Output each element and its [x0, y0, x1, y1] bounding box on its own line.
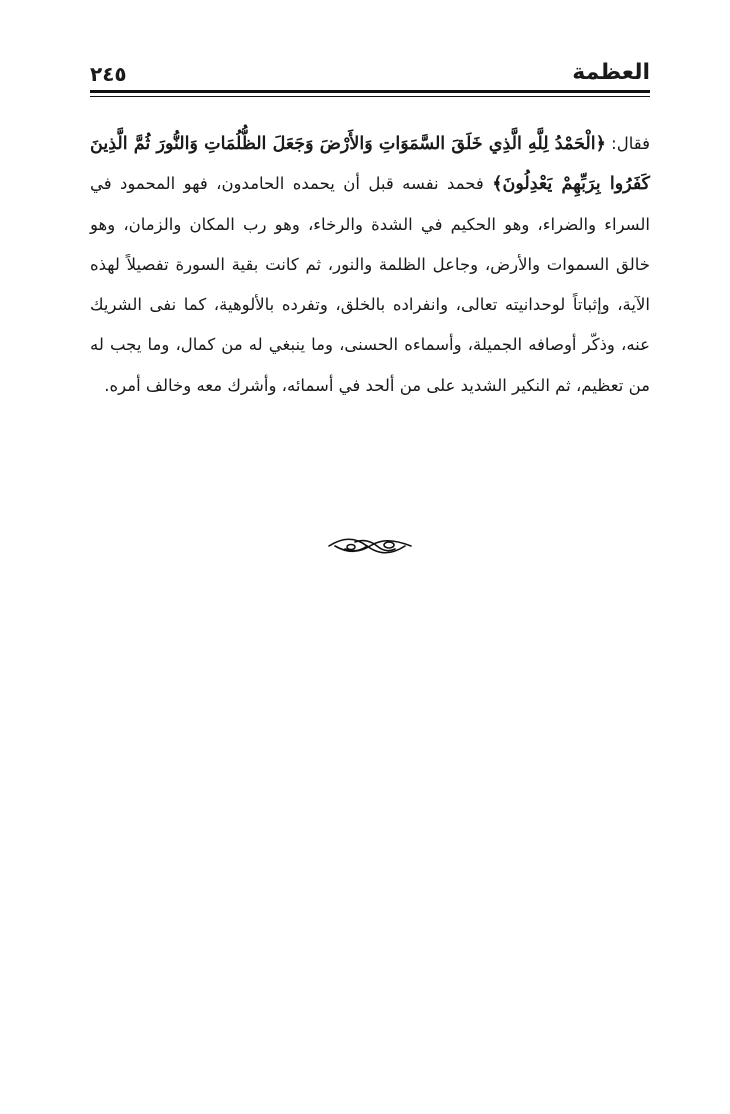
- quran-close-bracket: ﴾: [492, 174, 503, 195]
- header-rule-thick: [90, 90, 650, 93]
- body-text: فحمد نفسه قبل أن يحمده الحامدون، فهو المحمود في السراء والضراء، وهو الحكيم في الشدة والرخاء، وهو رب المكان والزمان، وهو خالق السموات والأرض، وجاعل الظلمة والنور، ثم كانت بقية السورة تفصيلاً لهذه الآية، وإثباتاً لوحدانيته تعالى، وانفراده بالخلق، وتفرده بالألوهية، كما نفى الشريك عنه، وذكّر أوصافه الجميلة، وأسماءه الحسنى، وما ينبغي له من كمال، وما يجب له من تعظيم، ثم النكير الشديد على من ألحد في أسمائه، وأشرك معه وخالف أمره.: [90, 174, 650, 395]
- quran-open-bracket: ﴿: [595, 134, 606, 154]
- main-paragraph: [90, 124, 650, 406]
- quran-verse: الْحَمْدُ لِلَّهِ الَّذِي خَلَقَ السَّمَوَاتِ وَالأَرْضَ وَجَعَلَ الظُّلُمَاتِ وَالنُّورَ ثُمَّ الَّذِينَ كَفَرُوا بِرَبِّهِمْ يَعْدِلُونَ: [90, 134, 650, 195]
- header-rule-thin: [90, 96, 650, 97]
- flourish-ornament-icon: [325, 533, 415, 559]
- page-number: ٢٤٥: [90, 62, 127, 86]
- intro-text: فقال:: [605, 134, 650, 153]
- chapter-title: العظمة: [572, 60, 650, 85]
- running-header: [90, 58, 650, 92]
